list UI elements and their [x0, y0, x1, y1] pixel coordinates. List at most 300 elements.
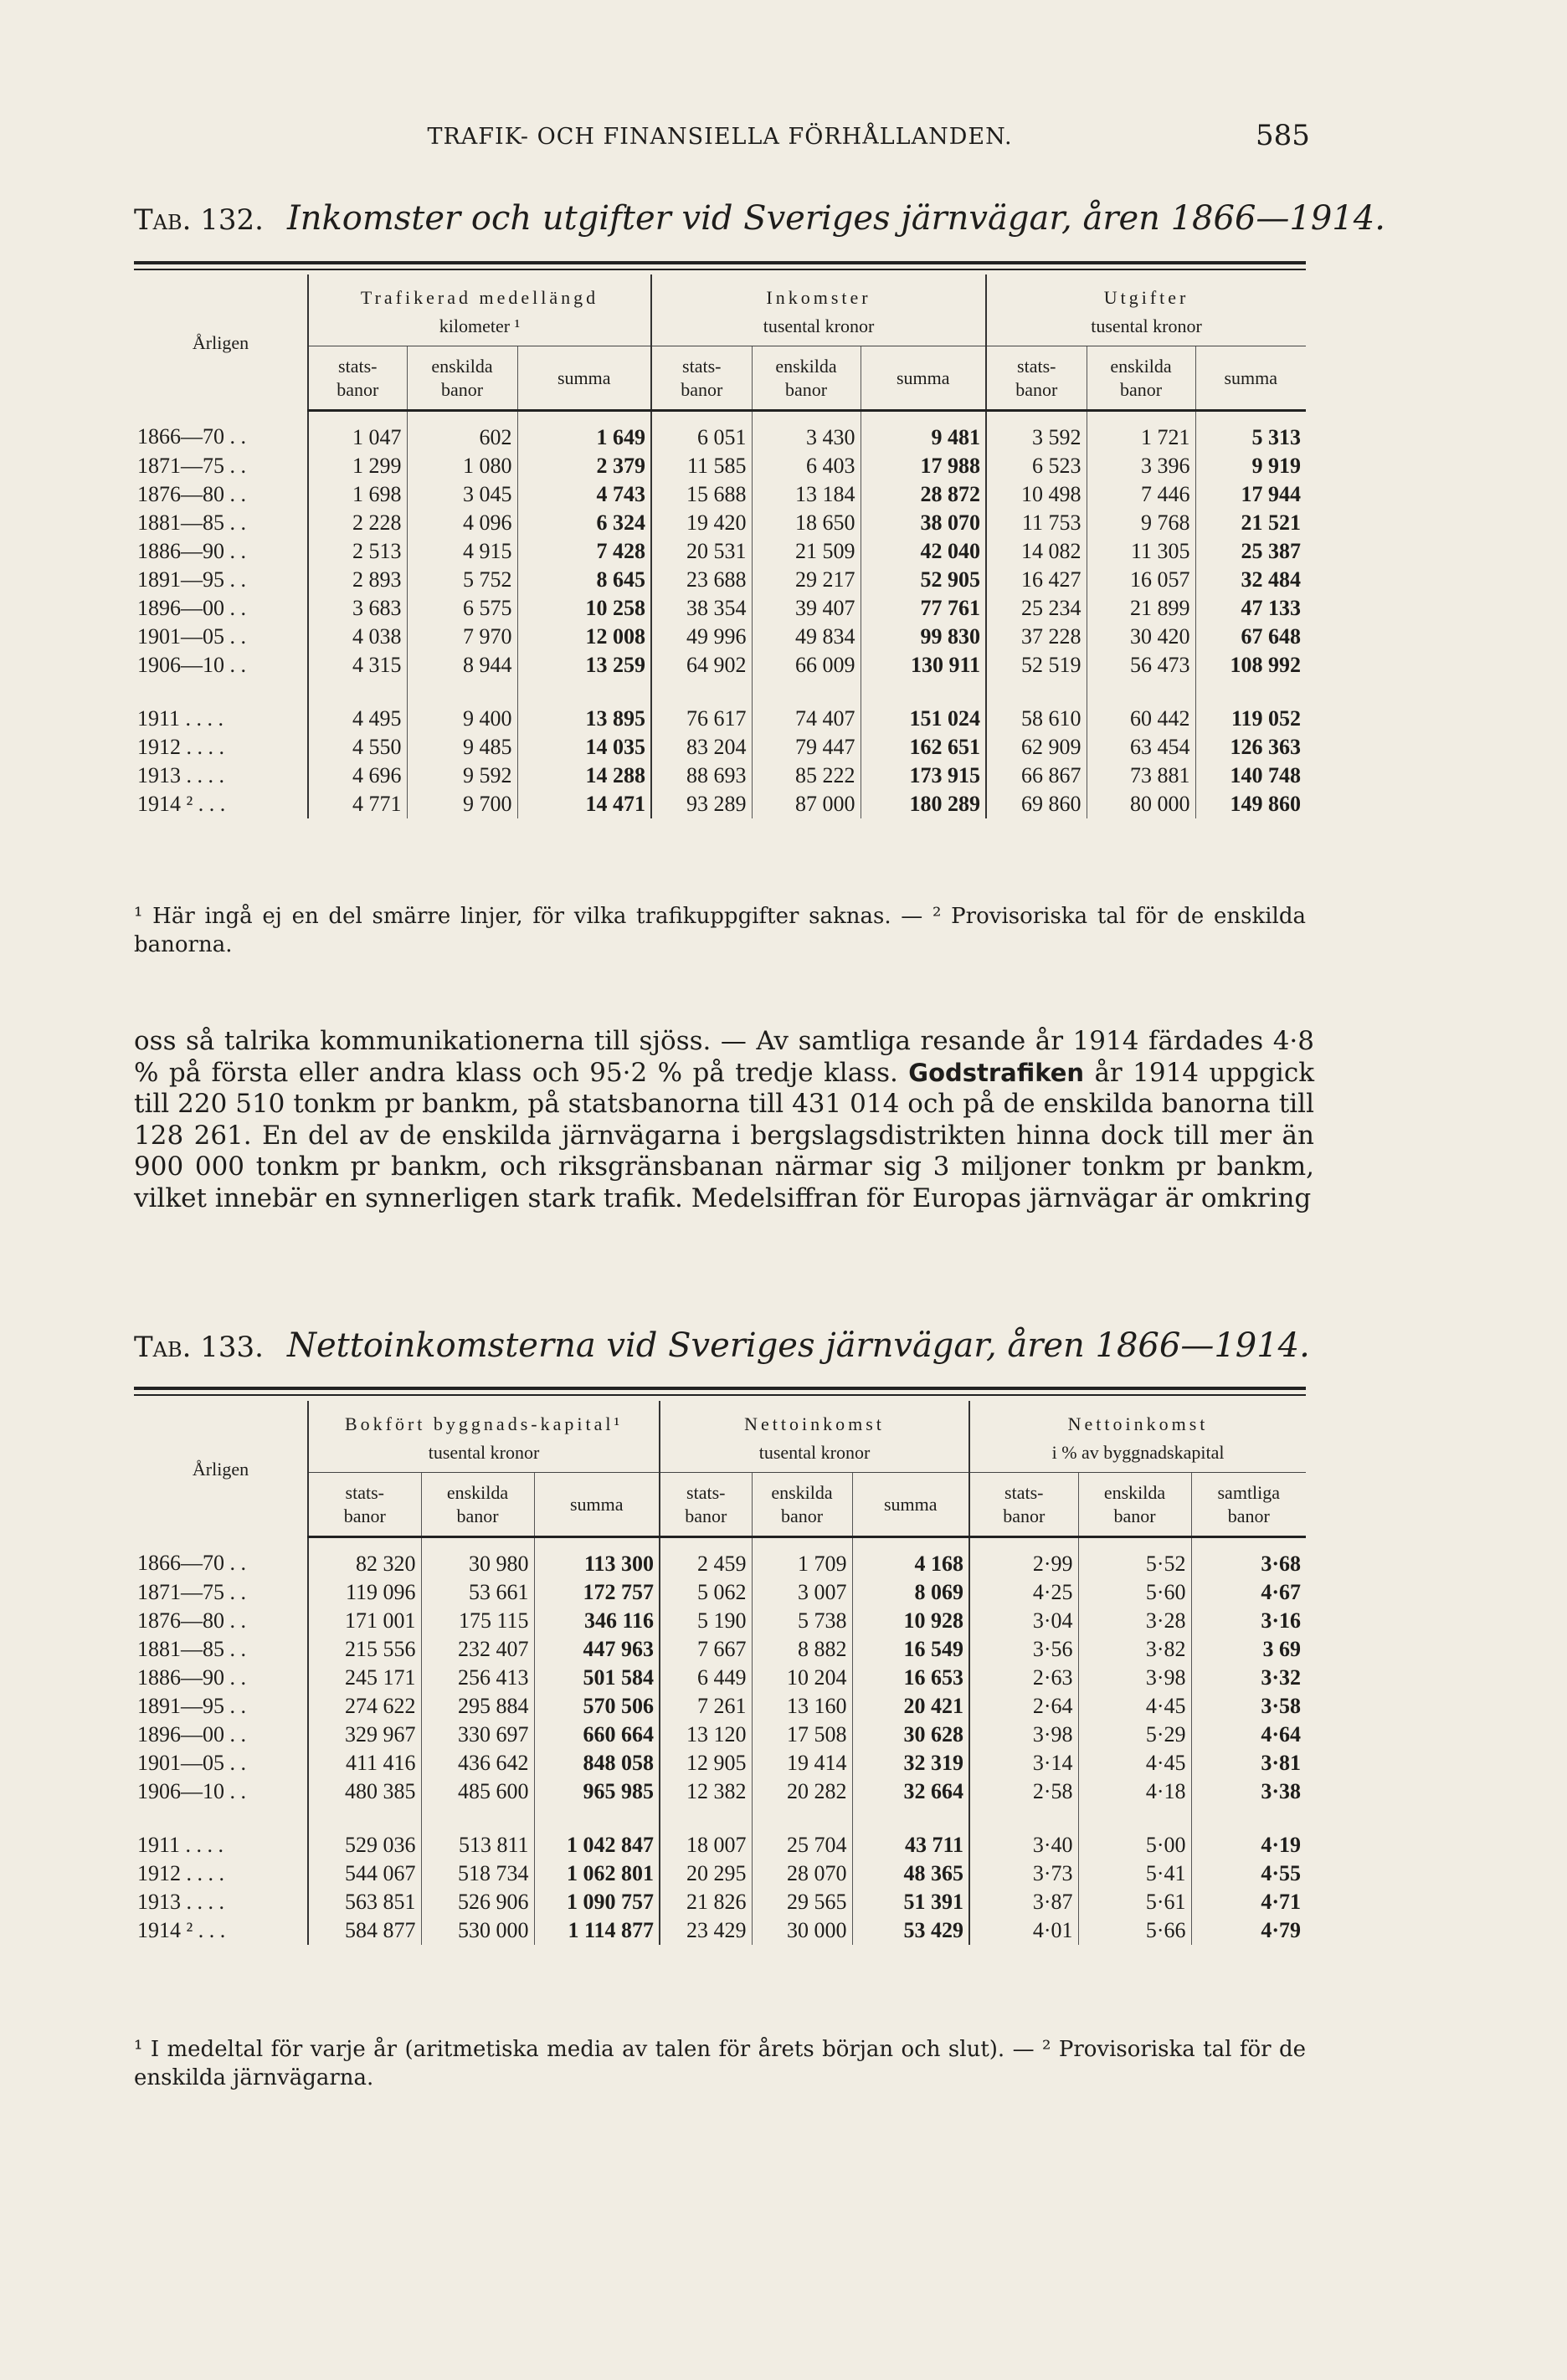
value-cell: 12 008 — [517, 623, 651, 651]
value-cell: 162 651 — [861, 733, 986, 762]
value-cell: 3·98 — [1078, 1664, 1191, 1692]
spacer-cell — [517, 680, 651, 705]
value-cell: 30 420 — [1087, 623, 1195, 651]
value-cell: 49 996 — [651, 623, 752, 651]
value-cell: 140 748 — [1195, 762, 1306, 790]
value-cell: 4·71 — [1191, 1888, 1306, 1916]
value-cell: 21 509 — [752, 537, 861, 566]
tab133-label: Tab. 133. — [134, 1331, 264, 1364]
value-cell: 37 228 — [986, 623, 1087, 651]
value-cell: 14 035 — [517, 733, 651, 762]
spacer-cell — [1087, 680, 1195, 705]
value-cell: 7 428 — [517, 537, 651, 566]
value-cell: 5·00 — [1078, 1831, 1191, 1859]
spacer-cell — [1078, 1806, 1191, 1831]
value-cell: 232 407 — [421, 1635, 534, 1664]
value-cell: 3 69 — [1191, 1635, 1306, 1664]
page-number: 585 — [1256, 119, 1310, 152]
group-header-net-income-title: Nettoinkomst — [744, 1413, 885, 1434]
period-cell: 1901—05 . . — [137, 624, 246, 649]
value-cell: 1 090 757 — [534, 1888, 660, 1916]
value-cell: 25 234 — [986, 594, 1087, 623]
value-cell: 4·25 — [969, 1578, 1078, 1607]
value-cell: 77 761 — [861, 594, 986, 623]
value-cell: 119 096 — [308, 1578, 421, 1607]
spacer-cell — [752, 680, 861, 705]
value-cell: 3·32 — [1191, 1664, 1306, 1692]
value-cell: 4 168 — [852, 1537, 969, 1579]
spacer-cell — [651, 680, 752, 705]
value-cell: 1 698 — [308, 480, 407, 509]
value-cell: 3·38 — [1191, 1777, 1306, 1806]
table-row — [134, 1692, 1306, 1721]
value-cell: 1 080 — [407, 452, 517, 480]
value-cell: 16 427 — [986, 566, 1087, 594]
group-header-net-income-unit: tusental kronor — [758, 1441, 871, 1463]
value-cell: 56 473 — [1087, 651, 1195, 680]
value-cell: 16 549 — [852, 1635, 969, 1664]
subheader-stats: stats- banor — [969, 1473, 1078, 1537]
value-cell: 411 416 — [308, 1749, 421, 1777]
group-header-net-income — [660, 1401, 969, 1473]
table-row — [134, 733, 1306, 762]
value-cell: 329 967 — [308, 1721, 421, 1749]
year-header: Årligen — [192, 331, 249, 353]
value-cell: 28 070 — [752, 1859, 852, 1888]
value-cell: 69 860 — [986, 790, 1087, 818]
value-cell: 19 414 — [752, 1749, 852, 1777]
value-cell: 5·41 — [1078, 1859, 1191, 1888]
subheader-summa: summa — [852, 1473, 969, 1537]
value-cell: 38 070 — [861, 509, 986, 537]
value-cell: 3·73 — [969, 1859, 1078, 1888]
value-cell: 7 261 — [660, 1692, 752, 1721]
value-cell: 2 893 — [308, 566, 407, 594]
value-cell: 4·45 — [1078, 1749, 1191, 1777]
tab133-title: Nettoinkomsterna vid Sveriges järnvägar, åren 1866—1914. — [286, 1326, 1310, 1365]
value-cell: 4 550 — [308, 733, 407, 762]
tab132-top-rule — [134, 261, 1306, 264]
value-cell: 4·18 — [1078, 1777, 1191, 1806]
table-row — [134, 1749, 1306, 1777]
value-cell: 85 222 — [752, 762, 861, 790]
value-cell: 544 067 — [308, 1859, 421, 1888]
group-header-length — [308, 274, 651, 346]
value-cell: 447 963 — [534, 1635, 660, 1664]
value-cell: 63 454 — [1087, 733, 1195, 762]
value-cell: 6 051 — [651, 411, 752, 453]
group-header-capital — [308, 1401, 660, 1473]
value-cell: 66 867 — [986, 762, 1087, 790]
value-cell: 32 319 — [852, 1749, 969, 1777]
value-cell: 29 565 — [752, 1888, 852, 1916]
group-header-income — [651, 274, 986, 346]
subheader-enskilda: enskilda banor — [752, 346, 861, 411]
value-cell: 53 661 — [421, 1578, 534, 1607]
group-header-length-unit: kilometer ¹ — [439, 315, 521, 336]
subheader-summa: summa — [1195, 346, 1306, 411]
value-cell: 513 811 — [421, 1831, 534, 1859]
value-cell: 3·28 — [1078, 1607, 1191, 1635]
value-cell: 73 881 — [1087, 762, 1195, 790]
value-cell: 4·45 — [1078, 1692, 1191, 1721]
period-cell: 1871—75 . . — [137, 454, 246, 478]
value-cell: 1 042 847 — [534, 1831, 660, 1859]
group-header-expenses-title: Utgifter — [1103, 287, 1189, 308]
value-cell: 12 382 — [660, 1777, 752, 1806]
subheader-stats: stats- banor — [308, 1473, 421, 1537]
value-cell: 74 407 — [752, 705, 861, 733]
spacer-cell — [134, 1806, 308, 1831]
group-header-net-income-pct — [969, 1401, 1306, 1473]
subheader-summa: summa — [534, 1473, 660, 1537]
group-header-capital-unit: tusental kronor — [428, 1441, 540, 1463]
table-row — [134, 651, 1306, 680]
value-cell: 12 905 — [660, 1749, 752, 1777]
value-cell: 330 697 — [421, 1721, 534, 1749]
value-cell: 584 877 — [308, 1916, 421, 1945]
period-cell: 1886—90 . . — [137, 539, 246, 563]
value-cell: 151 024 — [861, 705, 986, 733]
value-cell: 17 988 — [861, 452, 986, 480]
value-cell: 82 320 — [308, 1537, 421, 1579]
value-cell: 7 970 — [407, 623, 517, 651]
value-cell: 21 899 — [1087, 594, 1195, 623]
spacer-cell — [660, 1806, 752, 1831]
value-cell: 3·98 — [969, 1721, 1078, 1749]
value-cell: 6 449 — [660, 1664, 752, 1692]
value-cell: 1 299 — [308, 452, 407, 480]
value-cell: 9 481 — [861, 411, 986, 453]
value-cell: 9 768 — [1087, 509, 1195, 537]
value-cell: 30 980 — [421, 1537, 534, 1579]
value-cell: 3 007 — [752, 1578, 852, 1607]
value-cell: 93 289 — [651, 790, 752, 818]
value-cell: 20 531 — [651, 537, 752, 566]
value-cell: 87 000 — [752, 790, 861, 818]
value-cell: 32 664 — [852, 1777, 969, 1806]
value-cell: 17 944 — [1195, 480, 1306, 509]
spacer-cell — [752, 1806, 852, 1831]
tab132-top-rule-thin — [134, 269, 1306, 270]
value-cell: 3·68 — [1191, 1537, 1306, 1579]
tab133-top-rule-thin — [134, 1394, 1306, 1396]
value-cell: 8 944 — [407, 651, 517, 680]
value-cell: 9 592 — [407, 762, 517, 790]
value-cell: 4·67 — [1191, 1578, 1306, 1607]
period-cell: 1912 . . . . — [137, 735, 224, 759]
value-cell: 965 985 — [534, 1777, 660, 1806]
value-cell: 3 045 — [407, 480, 517, 509]
table-row — [134, 1607, 1306, 1635]
value-cell: 3 683 — [308, 594, 407, 623]
period-cell: 1866—70 . . — [137, 1551, 246, 1576]
table-row — [134, 411, 1306, 453]
table-row — [134, 537, 1306, 566]
tab133-footnote: ¹ I medeltal för varje år (aritmetiska media av talen för årets början och slut). — ² Provisoriska tal för de enskilda järnvägarna. — [134, 2037, 1306, 2090]
value-cell: 1 047 — [308, 411, 407, 453]
period-cell: 1891—95 . . — [137, 567, 246, 592]
value-cell: 8 069 — [852, 1578, 969, 1607]
value-cell: 10 498 — [986, 480, 1087, 509]
value-cell: 49 834 — [752, 623, 861, 651]
tab132-heading — [134, 199, 1385, 238]
value-cell: 3·56 — [969, 1635, 1078, 1664]
value-cell: 18 650 — [752, 509, 861, 537]
value-cell: 3·40 — [969, 1831, 1078, 1859]
value-cell: 13 120 — [660, 1721, 752, 1749]
value-cell: 5·52 — [1078, 1537, 1191, 1579]
period-cell: 1914 ² . . . — [137, 1918, 226, 1942]
spacer-cell — [861, 680, 986, 705]
table-row — [134, 1888, 1306, 1916]
value-cell: 21 826 — [660, 1888, 752, 1916]
value-cell: 3·87 — [969, 1888, 1078, 1916]
spacer-cell — [308, 1806, 421, 1831]
value-cell: 99 830 — [861, 623, 986, 651]
value-cell: 2·58 — [969, 1777, 1078, 1806]
period-cell: 1871—75 . . — [137, 1580, 246, 1604]
value-cell: 21 521 — [1195, 509, 1306, 537]
value-cell: 2·63 — [969, 1664, 1078, 1692]
spacer-cell — [1191, 1806, 1306, 1831]
spacer-cell — [986, 680, 1087, 705]
value-cell: 39 407 — [752, 594, 861, 623]
value-cell: 602 — [407, 411, 517, 453]
value-cell: 7 667 — [660, 1635, 752, 1664]
tab133-table — [134, 1401, 1306, 1945]
body-text-bold-word: Godstrafiken — [908, 1058, 1085, 1087]
subheader-enskilda: enskilda banor — [752, 1473, 852, 1537]
value-cell: 8 882 — [752, 1635, 852, 1664]
value-cell: 2 459 — [660, 1537, 752, 1579]
tab132-table — [134, 274, 1306, 818]
period-cell: 1911 . . . . — [137, 1833, 224, 1857]
value-cell: 51 391 — [852, 1888, 969, 1916]
value-cell: 30 000 — [752, 1916, 852, 1945]
subheader-stats: stats- banor — [986, 346, 1087, 411]
value-cell: 16 653 — [852, 1664, 969, 1692]
value-cell: 3·04 — [969, 1607, 1078, 1635]
value-cell: 9 919 — [1195, 452, 1306, 480]
value-cell: 2 379 — [517, 452, 651, 480]
value-cell: 256 413 — [421, 1664, 534, 1692]
value-cell: 3·14 — [969, 1749, 1078, 1777]
value-cell: 5 752 — [407, 566, 517, 594]
value-cell: 38 354 — [651, 594, 752, 623]
period-cell: 1866—70 . . — [137, 424, 246, 449]
value-cell: 14 471 — [517, 790, 651, 818]
value-cell: 52 519 — [986, 651, 1087, 680]
period-cell: 1906—10 . . — [137, 653, 246, 677]
value-cell: 2 513 — [308, 537, 407, 566]
value-cell: 29 217 — [752, 566, 861, 594]
value-cell: 295 884 — [421, 1692, 534, 1721]
period-cell: 1913 . . . . — [137, 763, 224, 787]
value-cell: 25 704 — [752, 1831, 852, 1859]
period-cell: 1911 . . . . — [137, 706, 224, 731]
value-cell: 529 036 — [308, 1831, 421, 1859]
value-cell: 64 902 — [651, 651, 752, 680]
subheader-summa: summa — [517, 346, 651, 411]
value-cell: 25 387 — [1195, 537, 1306, 566]
value-cell: 10 928 — [852, 1607, 969, 1635]
table-row — [134, 1916, 1306, 1945]
value-cell: 5 190 — [660, 1607, 752, 1635]
value-cell: 5 062 — [660, 1578, 752, 1607]
spacer-cell — [1195, 680, 1306, 705]
value-cell: 119 052 — [1195, 705, 1306, 733]
period-cell: 1876—80 . . — [137, 482, 246, 506]
period-cell: 1886—90 . . — [137, 1665, 246, 1690]
group-spacer — [134, 1806, 1306, 1831]
value-cell: 570 506 — [534, 1692, 660, 1721]
value-cell: 10 258 — [517, 594, 651, 623]
value-cell: 19 420 — [651, 509, 752, 537]
table-row — [134, 790, 1306, 818]
value-cell: 13 259 — [517, 651, 651, 680]
subheader-stats: stats- banor — [660, 1473, 752, 1537]
value-cell: 4 495 — [308, 705, 407, 733]
value-cell: 526 906 — [421, 1888, 534, 1916]
value-cell: 47 133 — [1195, 594, 1306, 623]
tab133-heading — [134, 1326, 1323, 1365]
value-cell: 1 709 — [752, 1537, 852, 1579]
value-cell: 5 738 — [752, 1607, 852, 1635]
value-cell: 1 114 877 — [534, 1916, 660, 1945]
value-cell: 43 711 — [852, 1831, 969, 1859]
value-cell: 3 396 — [1087, 452, 1195, 480]
value-cell: 6 403 — [752, 452, 861, 480]
value-cell: 18 007 — [660, 1831, 752, 1859]
group-header-expenses-unit: tusental kronor — [1091, 315, 1202, 336]
value-cell: 180 289 — [861, 790, 986, 818]
subheader-stats: stats- banor — [308, 346, 407, 411]
value-cell: 20 421 — [852, 1692, 969, 1721]
table-row — [134, 705, 1306, 733]
period-cell: 1876—80 . . — [137, 1608, 246, 1633]
value-cell: 60 442 — [1087, 705, 1195, 733]
value-cell: 8 645 — [517, 566, 651, 594]
value-cell: 175 115 — [421, 1607, 534, 1635]
value-cell: 5·29 — [1078, 1721, 1191, 1749]
value-cell: 10 204 — [752, 1664, 852, 1692]
table-row — [134, 452, 1306, 480]
group-header-income-unit: tusental kronor — [763, 315, 875, 336]
table-row — [134, 1831, 1306, 1859]
table-row — [134, 1664, 1306, 1692]
table-row — [134, 762, 1306, 790]
value-cell: 11 753 — [986, 509, 1087, 537]
value-cell: 480 385 — [308, 1777, 421, 1806]
value-cell: 5·61 — [1078, 1888, 1191, 1916]
group-spacer — [134, 680, 1306, 705]
subheader-samtliga: samtliga banor — [1191, 1473, 1306, 1537]
value-cell: 171 001 — [308, 1607, 421, 1635]
value-cell: 7 446 — [1087, 480, 1195, 509]
year-header: Årligen — [192, 1458, 249, 1480]
table-row — [134, 594, 1306, 623]
value-cell: 4·01 — [969, 1916, 1078, 1945]
value-cell: 3 430 — [752, 411, 861, 453]
value-cell: 1 062 801 — [534, 1859, 660, 1888]
value-cell: 4 915 — [407, 537, 517, 566]
period-cell: 1901—05 . . — [137, 1751, 246, 1775]
value-cell: 245 171 — [308, 1664, 421, 1692]
value-cell: 5·60 — [1078, 1578, 1191, 1607]
value-cell: 62 909 — [986, 733, 1087, 762]
table-row — [134, 1578, 1306, 1607]
value-cell: 660 664 — [534, 1721, 660, 1749]
period-cell: 1913 . . . . — [137, 1890, 224, 1914]
value-cell: 1 721 — [1087, 411, 1195, 453]
group-header-net-income-pct-unit: i % av byggnadskapital — [1051, 1441, 1225, 1463]
value-cell: 3·16 — [1191, 1607, 1306, 1635]
value-cell: 20 295 — [660, 1859, 752, 1888]
group-header-income-title: Inkomster — [766, 287, 871, 308]
value-cell: 346 116 — [534, 1607, 660, 1635]
table-row — [134, 509, 1306, 537]
running-head: TRAFIK- OCH FINANSIELLA FÖRHÅLLANDEN. — [427, 124, 1013, 150]
spacer-cell — [852, 1806, 969, 1831]
value-cell: 14 082 — [986, 537, 1087, 566]
spacer-cell — [969, 1806, 1078, 1831]
value-cell: 530 000 — [421, 1916, 534, 1945]
table-row — [134, 480, 1306, 509]
value-cell: 485 600 — [421, 1777, 534, 1806]
value-cell: 13 160 — [752, 1692, 852, 1721]
value-cell: 83 204 — [651, 733, 752, 762]
value-cell: 4 771 — [308, 790, 407, 818]
value-cell: 15 688 — [651, 480, 752, 509]
tab133-top-rule — [134, 1387, 1306, 1390]
group-header-expenses — [986, 274, 1306, 346]
subheader-enskilda: enskilda banor — [421, 1473, 534, 1537]
value-cell: 4 743 — [517, 480, 651, 509]
value-cell: 48 365 — [852, 1859, 969, 1888]
value-cell: 13 184 — [752, 480, 861, 509]
value-cell: 66 009 — [752, 651, 861, 680]
spacer-cell — [407, 680, 517, 705]
period-cell: 1906—10 . . — [137, 1779, 246, 1803]
value-cell: 11 305 — [1087, 537, 1195, 566]
value-cell: 3·81 — [1191, 1749, 1306, 1777]
value-cell: 5 313 — [1195, 411, 1306, 453]
value-cell: 518 734 — [421, 1859, 534, 1888]
subheader-enskilda: enskilda banor — [1078, 1473, 1191, 1537]
spacer-cell — [421, 1806, 534, 1831]
period-cell: 1881—85 . . — [137, 510, 246, 535]
value-cell: 13 895 — [517, 705, 651, 733]
tab132-title: Inkomster och utgifter vid Sveriges järnvägar, åren 1866—1914. — [286, 199, 1385, 238]
value-cell: 4·55 — [1191, 1859, 1306, 1888]
period-cell: 1912 . . . . — [137, 1861, 224, 1885]
value-cell: 32 484 — [1195, 566, 1306, 594]
value-cell: 79 447 — [752, 733, 861, 762]
value-cell: 4·64 — [1191, 1721, 1306, 1749]
value-cell: 274 622 — [308, 1692, 421, 1721]
value-cell: 4 096 — [407, 509, 517, 537]
value-cell: 28 872 — [861, 480, 986, 509]
value-cell: 149 860 — [1195, 790, 1306, 818]
value-cell: 20 282 — [752, 1777, 852, 1806]
tab132-footnote: ¹ Här ingå ej en del smärre linjer, för vilka trafikuppgifter saknas. — ² Provisoriska tal för de enskilda banorna. — [134, 904, 1306, 957]
value-cell: 14 288 — [517, 762, 651, 790]
subheader-enskilda: enskilda banor — [407, 346, 517, 411]
value-cell: 4 038 — [308, 623, 407, 651]
value-cell: 4·19 — [1191, 1831, 1306, 1859]
value-cell: 23 429 — [660, 1916, 752, 1945]
